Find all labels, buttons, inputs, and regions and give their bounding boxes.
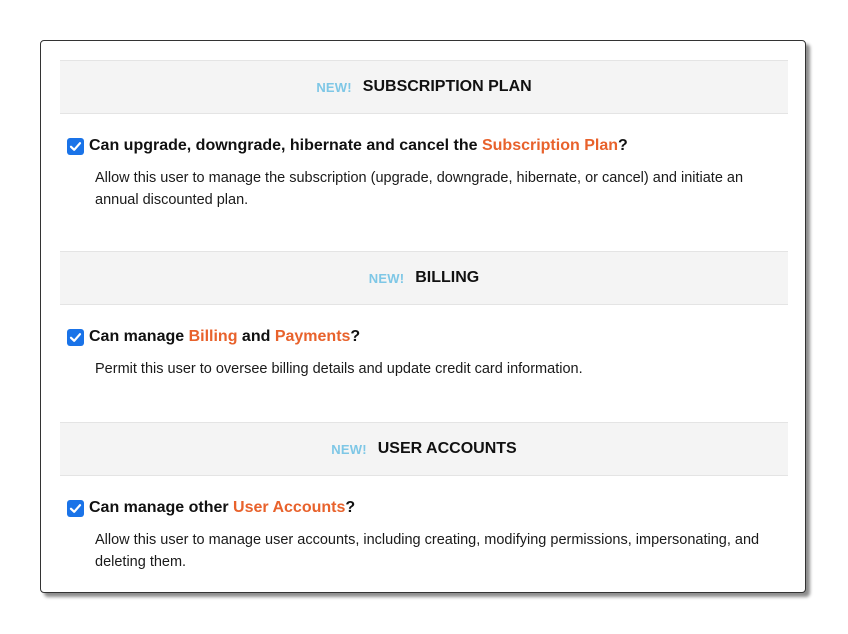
billing-checkbox[interactable]: [67, 329, 84, 346]
check-icon: [69, 140, 82, 153]
check-icon: [69, 331, 82, 344]
section-header-billing: [60, 251, 788, 305]
permission-label: Can manage other User Accounts?: [89, 499, 356, 516]
permission-description: Permit this user to oversee billing details and update credit card information.: [95, 361, 583, 377]
section-title: SUBSCRIPTION PLAN: [362, 78, 532, 95]
section-header-subscription-plan: [60, 60, 788, 114]
new-badge: NEW!: [368, 270, 405, 286]
user-accounts-highlight: User Accounts: [233, 499, 346, 516]
permissions-card: [40, 40, 806, 593]
permission-billing: [60, 325, 788, 422]
permission-description: Allow this user to manage user accounts, including creating, modifying permissions, impersonating, and deleting them.: [95, 532, 760, 570]
section-title: BILLING: [415, 269, 480, 286]
permission-row: [67, 134, 788, 158]
section-title: USER ACCOUNTS: [377, 440, 517, 457]
permission-user-accounts: [60, 496, 788, 573]
permission-description: Allow this user to manage the subscription (upgrade, downgrade, hibernate, or cancel) and initiate an annual discounted plan.: [95, 170, 744, 208]
new-badge: NEW!: [331, 441, 367, 457]
subscription-plan-checkbox[interactable]: [67, 138, 84, 155]
permission-subscription-plan: [60, 134, 788, 251]
subscription-plan-highlight: Subscription Plan: [481, 137, 618, 154]
permission-label: Can manage Billing and Payments?: [89, 328, 361, 345]
permissions-list: [60, 60, 788, 573]
permission-row: [67, 496, 788, 520]
permission-row: [67, 325, 788, 349]
new-badge: NEW!: [316, 79, 352, 95]
billing-highlight: Billing: [188, 328, 238, 345]
payments-highlight: Payments: [274, 328, 351, 345]
section-header-user-accounts: [60, 422, 788, 476]
check-icon: [69, 502, 82, 515]
user-accounts-checkbox[interactable]: [67, 500, 84, 517]
permission-label: Can upgrade, downgrade, hibernate and cancel the Subscription Plan?: [89, 137, 628, 154]
